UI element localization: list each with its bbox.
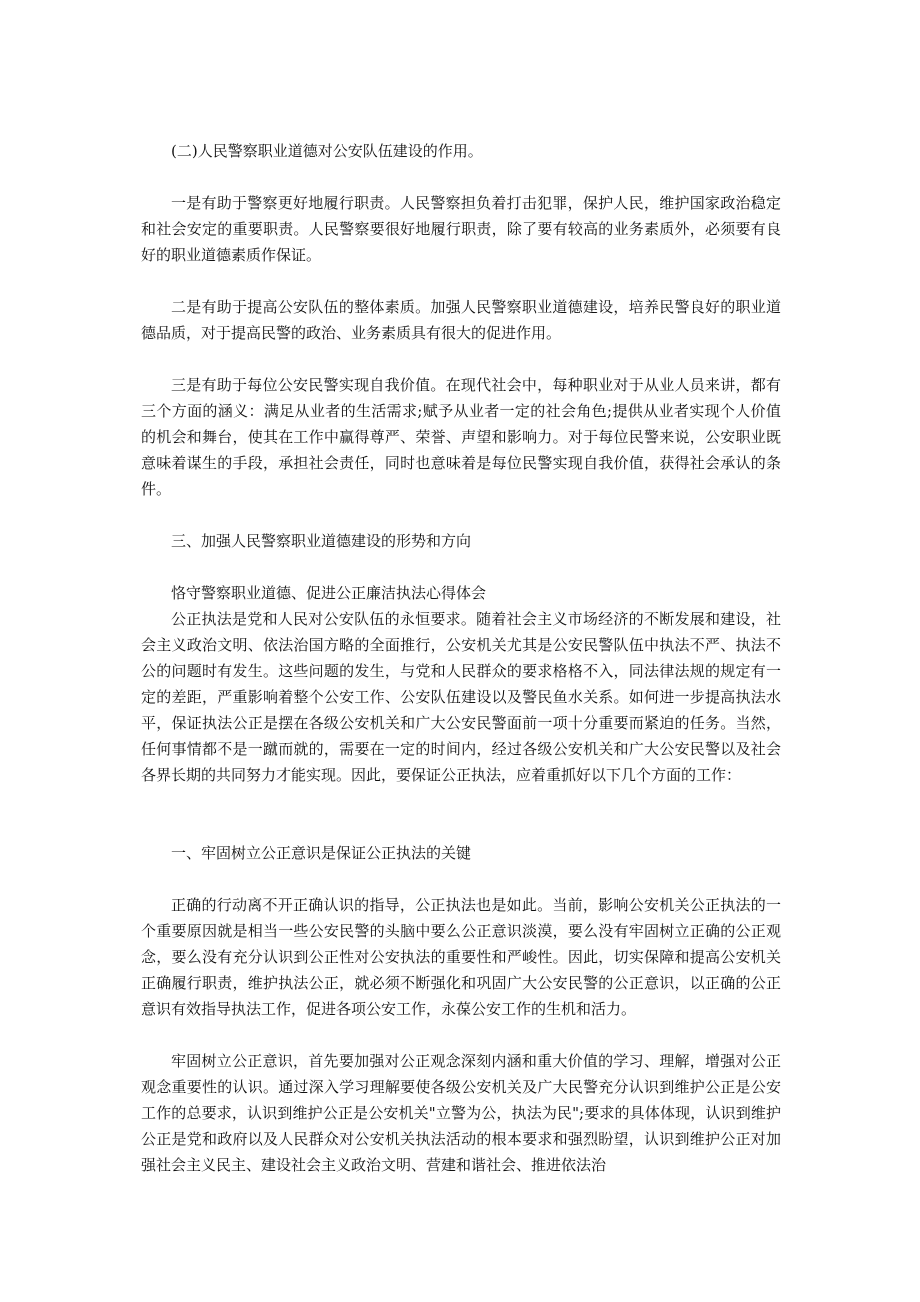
paragraph-intro: 公正执法是党和人民对公安队伍的永恒要求。随着社会主义市场经济的不断发展和建设，社会主义政治文明、依法治国方略的全面推行，公安机关尤其是公安民警队伍中执法不严、执法不公的问题时有发生。这些问题的发生，与党和人民群众的要求格格不入，同法律法规的规定有一定的差距，严重影响着整个公安工作、公安队伍建设以及警民鱼水关系。如何进一步提高执法水平，保证执法公正是摆在各级公安机关和广大公安民警面前一项十分重要而紧迫的任务。当然，任何事情都不是一蹴而就的，需要在一定的时间内，经过各级公安机关和广大公安民警以及社会各界长期的共同努力才能实现。因此，要保证公正执法，应着重抓好以下几个方面的工作： <box>141 610 781 784</box>
paragraph-awareness: 正确的行动离不开正确认识的指导，公正执法也是如此。当前，影响公安机关公正执法的一个重要原因就是相当一些公安民警的头脑中要么公正意识淡漠，要么没有牢固树立正确的公正观念，要么没有充分认识到公正性对公安执法的重要性和严峻性。因此，切实保障和提高公安机关正确履行职责，维护执法公正，就必须不断强化和巩固广大公安民警的公正意识，以正确的公正意识有效指导执法工作，促进各项公安工作，永葆公安工作的生机和活力。 <box>141 896 781 1018</box>
section-heading-one: 一、牢固树立公正意识是保证公正执法的关键 <box>171 844 472 862</box>
paragraph-value: 三是有助于每位公安民警实现自我价值。在现代社会中，每种职业对于从业人员来讲，都有三个方面的涵义：满足从业者的生活需求;赋予从业者一定的社会角色;提供从业者实现个人价值的机会和舞台，使其在工作中赢得尊严、荣誉、声望和影响力。对于每位民警来说，公安职业既意味着谋生的手段，承担社会责任，同时也意味着是每位民警实现自我价值，获得社会承认的条件。 <box>141 376 781 498</box>
section-heading-2: (二)人民警察职业道德对公安队伍建设的作用。 <box>171 142 483 160</box>
paragraph-establish: 牢固树立公正意识，首先要加强对公正观念深刻内涵和重大价值的学习、理解，增强对公正观念重要性的认识。通过深入学习理解要使各级公安机关及广大民警充分认识到维护公正是公安工作的总要求，认识到维护公正是公安机关"立警为公，执法为民";要求的具体体现，认识到维护公正是党和政府以及人民群众对公安机关执法活动的根本要求和强烈盼望，认识到维护公正对加强社会主义民主、建设社会主义政治文明、营建和谐社会、推进依法治 <box>141 1052 781 1174</box>
paragraph-quality: 二是有助于提高公安队伍的整体素质。加强人民警察职业道德建设，培养民警良好的职业道德品质，对于提高民警的政治、业务素质具有很大的促进作用。 <box>141 298 781 342</box>
section-heading-3: 三、加强人民警察职业道德建设的形势和方向 <box>171 532 472 550</box>
essay-title: 恪守警察职业道德、促进公正廉洁执法心得体会 <box>171 584 487 602</box>
paragraph-duty: 一是有助于警察更好地履行职责。人民警察担负着打击犯罪，保护人民，维护国家政治稳定和社会安定的重要职责。人民警察要很好地履行职责，除了要有较高的业务素质外，必须要有良好的职业道德素质作保证。 <box>141 194 781 264</box>
